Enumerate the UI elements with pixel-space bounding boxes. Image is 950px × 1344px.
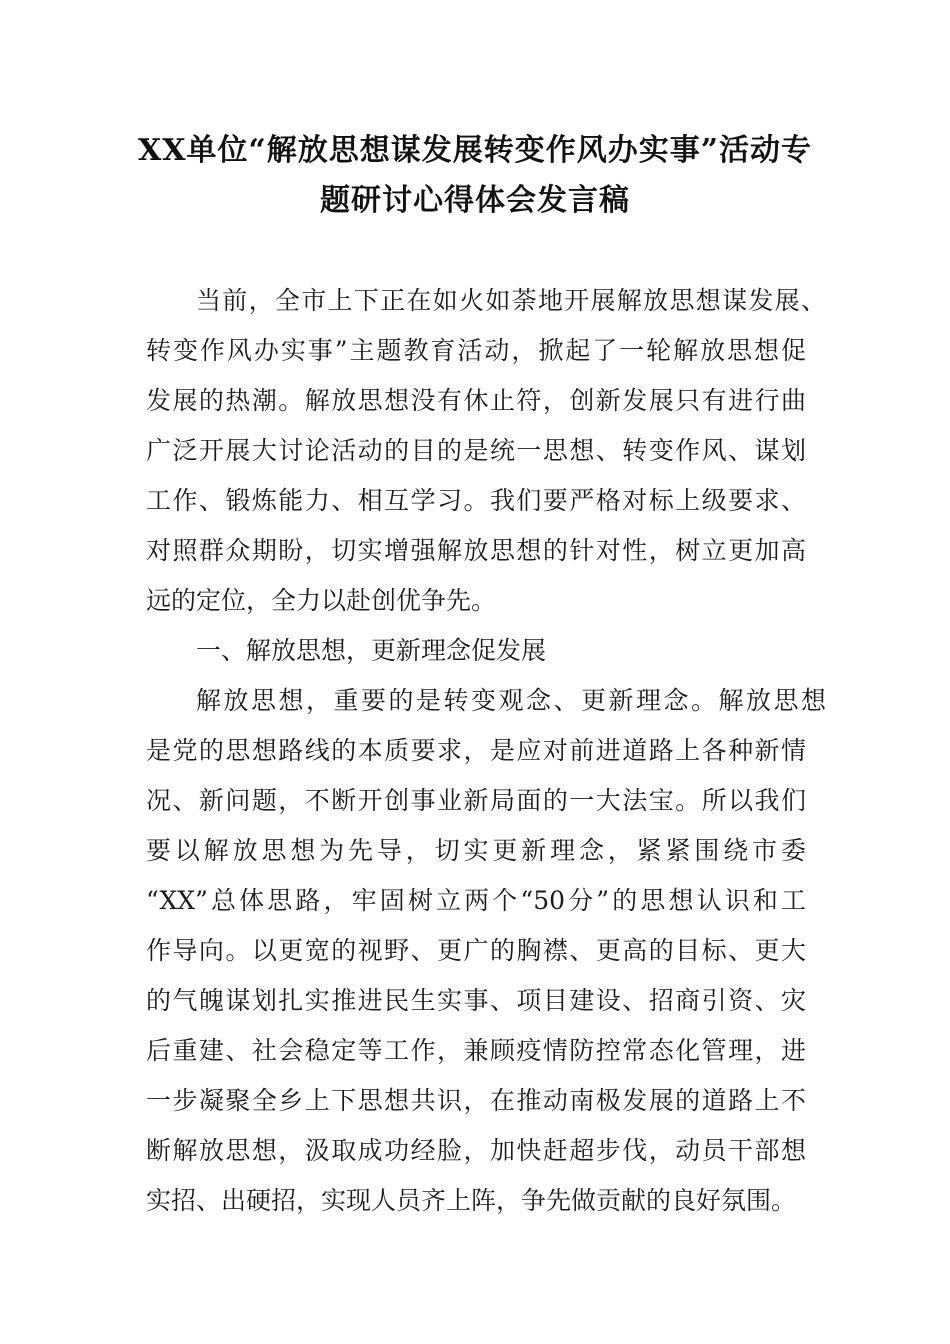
paragraph-2-line-6: 作导向。以更宽的视野、更广的胸襟、更高的目标、更大	[146, 936, 806, 965]
paragraph-2-line-11: 实招、出硬招，实现人员齐上阵，争先做贡献的良好氛围。	[146, 1186, 797, 1215]
paragraph-2-line-7: 的气魄谋划扎实推进民生实事、项目建设、招商引资、灾	[146, 986, 806, 1015]
document-title-line-2: 题研讨心得体会发言稿	[320, 183, 630, 218]
paragraph-2-line-3: 况、新问题，不断开创事业新局面的一大法宝。所以我们	[146, 786, 806, 815]
paragraph-2-line-9: 一步凝聚全乡上下思想共识，在推动南极发展的道路上不	[146, 1086, 806, 1115]
paragraph-2-line-5: “XX”总体思路，牢固树立两个“50分”的思想认识和工	[146, 886, 806, 915]
paragraph-1-line-1: 当前，全市上下正在如火如荼地开展解放思想谋发展、	[196, 286, 826, 315]
paragraph-2-line-1: 解放思想，重要的是转变观念、更新理念。解放思想	[196, 686, 826, 715]
paragraph-1-line-6: 对照群众期盼，切实增强解放思想的针对性，树立更加高	[146, 536, 806, 565]
paragraph-1-line-4: 广泛开展大讨论活动的目的是统一思想、转变作风、谋划	[146, 436, 806, 465]
paragraph-1-line-3: 发展的热潮。解放思想没有休止符，创新发展只有进行曲	[146, 386, 806, 415]
paragraph-1-line-2: 转变作风办实事”主题教育活动，掀起了一轮解放思想促	[146, 336, 806, 365]
section-heading-1: 一、解放思想，更新理念促发展	[196, 636, 547, 665]
paragraph-2-line-10: 断解放思想，汲取成功经脸，加快赶超步伐，动员干部想	[146, 1136, 806, 1165]
paragraph-2-line-8: 后重建、社会稳定等工作，兼顾疫情防控常态化管理，进	[146, 1036, 806, 1065]
document-title-line-1: XX单位“解放思想谋发展转变作风办实事”活动专	[137, 133, 813, 168]
paragraph-2-line-2: 是党的思想路线的本质要求，是应对前进道路上各种新情	[146, 736, 806, 765]
paragraph-1-line-7: 远的定位，全力以赴创优争先。	[146, 586, 497, 615]
paragraph-1-line-5: 工作、锻炼能力、相互学习。我们要严格对标上级要求、	[146, 486, 806, 515]
paragraph-2-line-4: 要以解放思想为先导，切实更新理念，紧紧围绕市委	[146, 836, 806, 865]
